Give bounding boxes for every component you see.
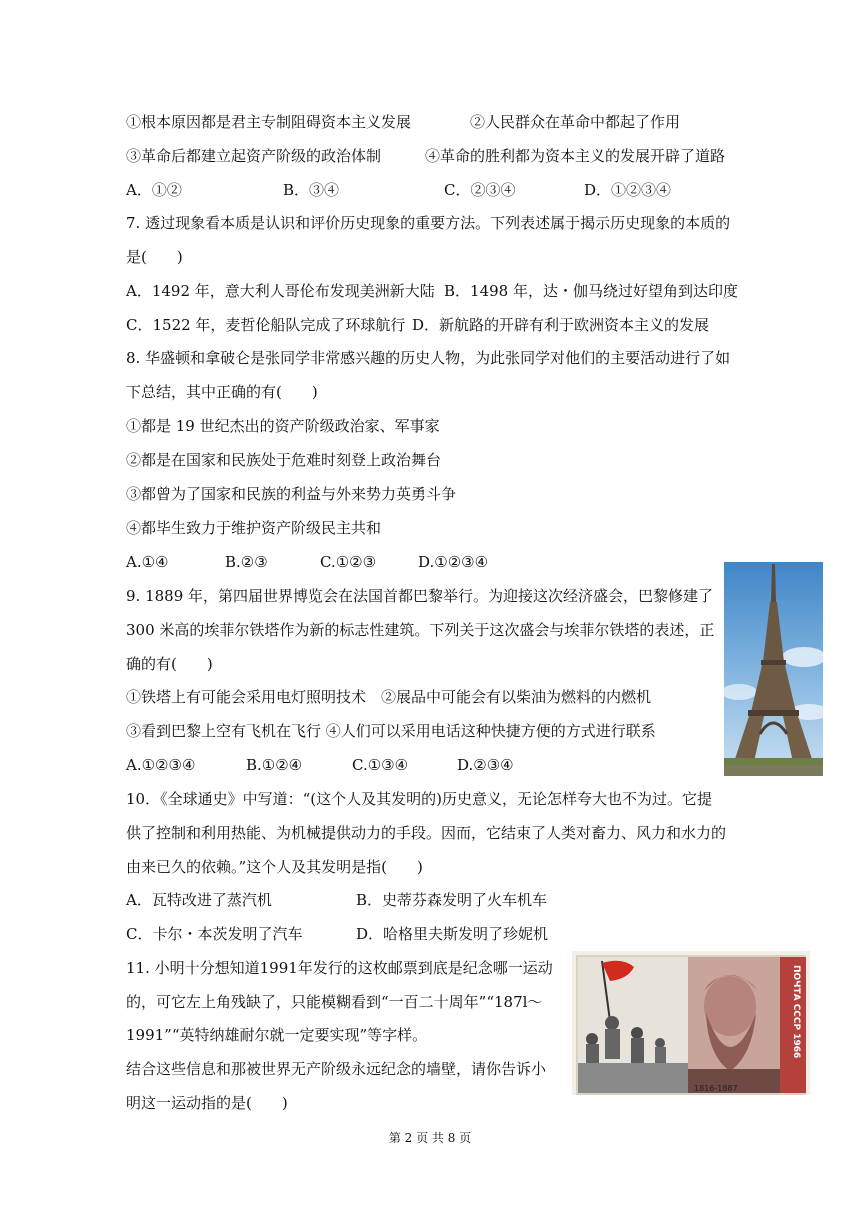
- q7-stem-line-1: 7. 透过现象看本质是认识和评价历史现象的重要方法。下列表述属于揭示历史现象的本质的: [126, 214, 731, 232]
- q6-option-a: A．①②: [126, 181, 182, 199]
- q11-line-4: 结合这些信息和那被世界无产阶级永远纪念的墙壁，请你告诉小: [126, 1060, 547, 1078]
- eiffel-tower-image: [724, 562, 823, 776]
- stamp-years-text: 1816-1887: [694, 1084, 738, 1093]
- stamp-country-text: ПОЧТА СССР 1966: [791, 965, 801, 1059]
- q6-item-1: ①根本原因都是君主专制阻碍资本主义发展: [126, 113, 412, 131]
- q8-option-a: A.①④: [126, 553, 169, 571]
- q9-item-1: ①铁塔上有可能会采用电灯照明技术 ②展品中可能会有以柴油为燃料的内燃机: [126, 688, 652, 706]
- q9-option-c: C.①③④: [352, 756, 409, 774]
- q9-option-a: A.①②③④: [126, 756, 196, 774]
- q8-stem-line-1: 8. 华盛顿和拿破仑是张同学非常感兴趣的历史人物，为此张同学对他们的主要活动进行了如: [126, 349, 731, 367]
- q10-stem-line-3: 由来已久的依赖。”这个人及其发明是指( ): [126, 858, 423, 876]
- q9-item-2: ③看到巴黎上空有飞机在飞行 ④人们可以采用电话这种快捷方便的方式进行联系: [126, 722, 656, 740]
- q6-option-c: C．②③④: [444, 181, 516, 199]
- q7-option-d: D．新航路的开辟有利于欧洲资本主义的发展: [412, 316, 710, 334]
- q9-stem-line-1: 9. 1889 年，第四届世界博览会在法国首都巴黎举行。为迎接这次经济盛会，巴黎修建了: [126, 587, 714, 605]
- page-number-footer: 第 2 页 共 8 页: [388, 1131, 472, 1145]
- q8-item-2: ②都是在国家和民族处于危难时刻登上政治舞台: [126, 451, 442, 469]
- q11-line-1: 11. 小明十分想知道1991年发行的这枚邮票到底是纪念哪一运动: [126, 959, 553, 977]
- q11-line-5: 明这一运动指的是( ): [126, 1094, 288, 1112]
- commemorative-stamp-image: [572, 951, 810, 1095]
- q8-option-c: C.①②③: [320, 553, 377, 571]
- q8-item-3: ③都曾为了国家和民族的利益与外来势力英勇斗争: [126, 485, 457, 503]
- q6-item-3: ③革命后都建立起资产阶级的政治体制: [126, 147, 382, 165]
- q6-option-b: B．③④: [283, 181, 340, 199]
- q7-option-b: B．1498 年，达・伽马绕过好望角到达印度: [444, 282, 738, 300]
- q10-option-b: B．史蒂芬森发明了火车机车: [356, 891, 548, 909]
- q8-item-1: ①都是 19 世纪杰出的资产阶级政治家、军事家: [126, 417, 440, 435]
- q11-line-3: 1991”“英特纳雄耐尔就一定要实现”等字样。: [126, 1026, 428, 1044]
- q9-stem-line-3: 确的有( ): [126, 655, 213, 673]
- q9-option-d: D.②③④: [457, 756, 514, 774]
- q10-option-a: A．瓦特改进了蒸汽机: [126, 891, 272, 909]
- q6-option-d: D．①②③④: [584, 181, 672, 199]
- q10-option-c: C．卡尔・本茨发明了汽车: [126, 925, 303, 943]
- q11-line-2: 的，可它左上角残缺了，只能模糊看到“一百二十周年”“187l～: [126, 993, 543, 1011]
- q8-stem-line-2: 下总结，其中正确的有( ): [126, 383, 318, 401]
- q6-item-4: ④革命的胜利都为资本主义的发展开辟了道路: [425, 147, 726, 165]
- q10-stem-line-2: 供了控制和利用热能、为机械提供动力的手段。因而，它结束了人类对畜力、风力和水力的: [126, 824, 727, 842]
- q7-option-c: C．1522 年，麦哲伦船队完成了环球航行: [126, 316, 406, 334]
- q10-stem-line-1: 10．《全球通史》中写道：“(这个人及其发明的)历史意义，无论怎样夸大也不为过。它提: [126, 790, 712, 808]
- q9-stem-line-2: 300 米高的埃菲尔铁塔作为新的标志性建筑。下列关于这次盛会与埃菲尔铁塔的表述，正: [126, 621, 715, 639]
- q8-option-b: B.②③: [225, 553, 268, 571]
- q8-option-d: D.①②③④: [418, 553, 489, 571]
- q7-option-a: A．1492 年，意大利人哥伦布发现美洲新大陆: [126, 282, 435, 300]
- q9-option-b: B.①②④: [246, 756, 303, 774]
- q7-stem-line-2: 是( ): [126, 248, 183, 266]
- q8-item-4: ④都毕生致力于维护资产阶级民主共和: [126, 519, 382, 537]
- q10-option-d: D．哈格里夫斯发明了珍妮机: [356, 925, 549, 943]
- q6-item-2: ②人民群众在革命中都起了作用: [470, 113, 681, 131]
